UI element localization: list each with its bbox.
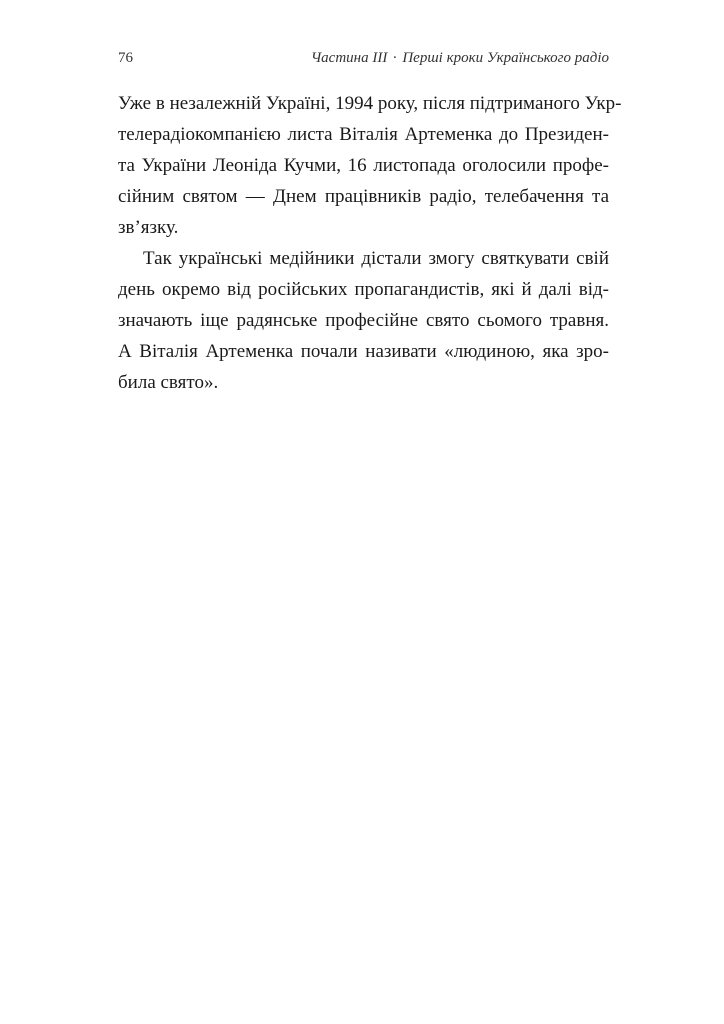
text-line: била свято». — [118, 372, 219, 393]
text-line: А Віталія Артеменка почали називати «людиною, яка зро- — [118, 341, 609, 362]
text-line: Уже в незалежній Україні, 1994 року, після підтриманого Укр- — [118, 93, 622, 114]
running-title — [311, 50, 609, 67]
body-text — [118, 88, 622, 398]
text-line: день окремо від російських пропагандистів, які й далі від- — [118, 279, 609, 300]
chapter-title: Перші кроки Українського радіо — [402, 50, 609, 66]
header-separator: · — [392, 50, 398, 66]
text-line: Так українські медійники дістали змогу святкувати свій — [143, 248, 609, 269]
part-label: Частина III — [310, 50, 388, 66]
page-number: 76 — [118, 50, 133, 66]
text-line: та України Леоніда Кучми, 16 листопада оголосили профе- — [118, 155, 609, 176]
text-line: зв’язку. — [118, 217, 179, 238]
running-header — [118, 50, 609, 72]
text-line: сійним святом — Днем працівників радіо, телебачення та — [118, 186, 609, 207]
text-line: телерадіокомпанією листа Віталія Артеменка до Президен- — [118, 124, 609, 145]
paragraph — [118, 243, 609, 398]
paragraph — [118, 88, 622, 243]
text-line: значають іще радянське професійне свято сьомого травня. — [118, 310, 609, 331]
